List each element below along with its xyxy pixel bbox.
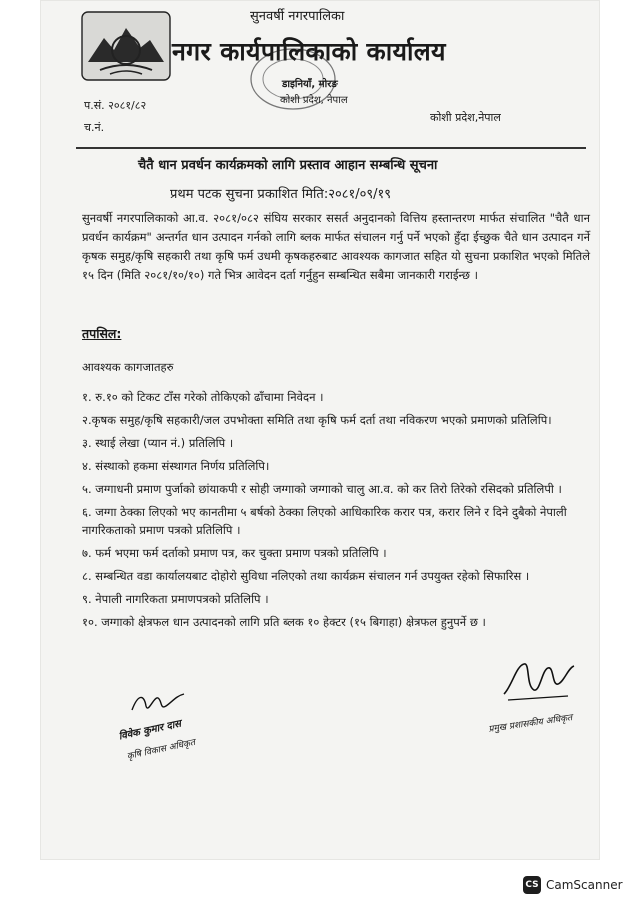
list-item: १०. जग्गाको क्षेत्रफल धान उत्पादनको लागि प्रति ब्लक १० हेक्टर (१५ बिगाहा) क्षेत्रफल हुनुपर्ने छ ।	[82, 615, 486, 629]
camscanner-label: CamScanner	[546, 878, 623, 892]
right-signature	[498, 656, 578, 708]
notice-body: सुनवर्षी नगरपालिकाको आ.व. २०८१/०८२ संघिय सरकार ससर्त अनुदानको वित्तिय हस्तान्तरण मार्फत संचालित "चैतै धान प्रवर्धन कार्यक्रम" अन्तर्गत धान उत्पादन गर्नको लागि ब्लक मार्फत संचालन गर्नु पर्ने भएको हुँदा ईच्छुक चैते धान उत्पादन गर्ने कृषक समुह/कृषि सहकारी तथा कृषि फर्म उधमी कृषकहरुबाट आवश्यक कागजात सहित यो सुचना प्रकाशित भएको मितिले १५ दिन (मिति २०८१/१०/१०) गते भित्र आवेदन दर्ता गर्नुहुन सम्बन्धित सबैमा जानकारी गराईन्छ ।	[82, 211, 590, 282]
list-item: १. रु.१० को टिकट टाँस गरेको तोकिएको ढाँचामा निवेदन ।	[82, 390, 324, 404]
list-item: ३. स्थाई लेखा (प्यान नं.) प्रतिलिपि ।	[82, 436, 234, 450]
address-line-1: डाइनियाँ, मोरङ	[282, 79, 338, 90]
list-item: ८. सम्बन्धित वडा कार्यालयबाट दोहोरो सुविधा नलिएको तथा कार्यक्रम संचालन गर्न उपयुक्त रहेको सिफारिस ।	[82, 569, 530, 583]
list-item: ९. नेपाली नागरिकता प्रमाणपत्रको प्रतिलिपि ।	[82, 592, 269, 606]
header-divider	[76, 147, 586, 149]
province-label: कोशी प्रदेश,नेपाल	[430, 111, 501, 124]
list-item: ५. जग्गाधनी प्रमाण पुर्जाको छांयाकपी र सोही जग्गाको जग्गाको चालु आ.व. को कर तिरो तिरेको रसिदको प्रतिलिपी ।	[82, 482, 562, 496]
left-signer-name: विवेक कुमार दास	[117, 718, 183, 743]
publish-date: प्रथम पटक सुचना प्रकाशित मिति:२०८१/०९/१९	[170, 187, 392, 202]
municipality-name: सुनवर्षी नगरपालिका	[250, 9, 345, 24]
right-signer-title: प्रमुख प्रशासकीय अधिकृत	[487, 713, 573, 735]
address-line-2: कोशी प्रदेश, नेपाल	[280, 95, 348, 106]
documents-heading: आवश्यक कागजातहरु	[82, 360, 174, 374]
municipality-emblem	[80, 10, 172, 82]
dispatch-number: च.नं.	[84, 121, 105, 134]
office-title: नगर कार्यपालिकाको कार्यालय	[172, 37, 446, 66]
list-item: २.कृषक समुह/कृषि सहकारी/जल उपभोक्ता समिति तथा कृषि फर्म दर्ता तथा नविकरण भएको प्रमाणको प्रतिलिपि।	[82, 413, 552, 427]
reference-number: प.सं. २०८१/८२	[84, 99, 147, 112]
list-item: ७. फर्म भएमा फर्म दर्ताको प्रमाण पत्र, कर चुक्ता प्रमाण पत्रको प्रतिलिपि ।	[82, 546, 387, 560]
camscanner-logo-icon: CS	[523, 876, 541, 894]
left-signer-title: कृषि विकास अधिकृत	[126, 737, 197, 763]
list-item: ४. संस्थाको हकमा संस्थागत निर्णय प्रतिलिपि।	[82, 459, 270, 473]
list-item: ६. जग्गा ठेक्का लिएको भए कानतीमा ५ बर्षको ठेक्का लिएको आधिकारिक करार पत्र, करार लिने र दिने दुबैको नेपाली नागरिकताको प्रमाण पत्रको प्रतिलिपि ।	[82, 505, 567, 537]
notice-subject: चैतै धान प्रवर्धन कार्यक्रमको लागि प्रस्ताव आहान सम्बन्धि सूचना	[138, 158, 438, 173]
left-signature	[128, 688, 188, 716]
documents-list	[82, 388, 590, 636]
details-heading: तपसिल:	[82, 326, 122, 341]
